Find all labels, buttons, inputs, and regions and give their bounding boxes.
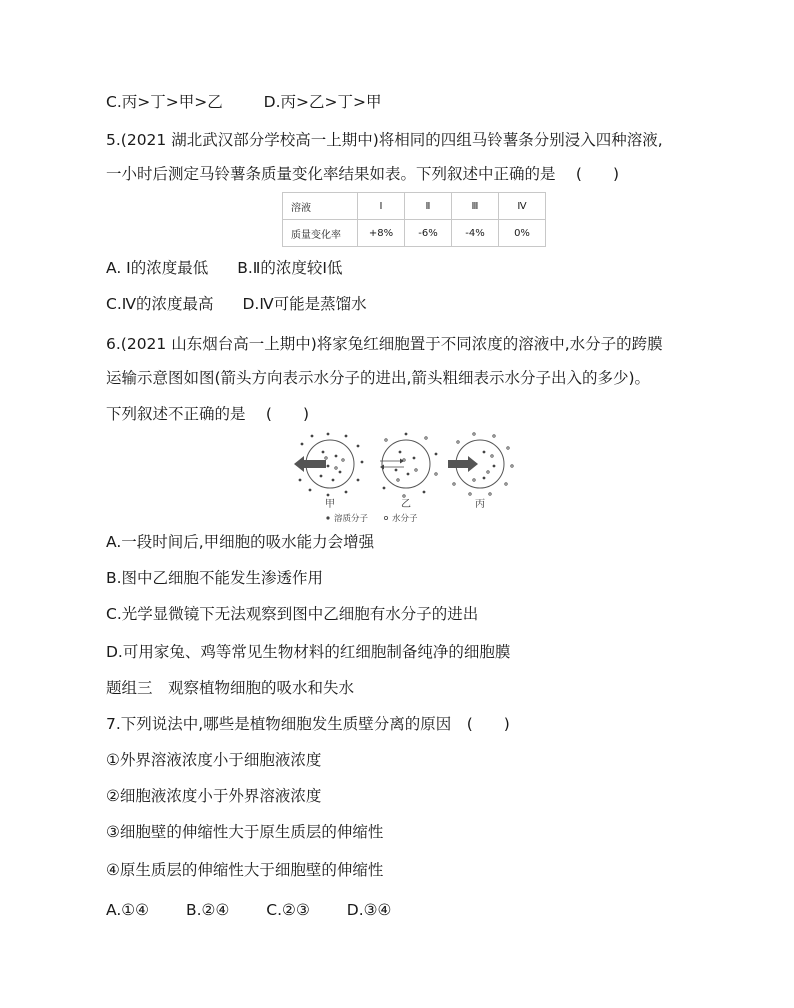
q7-item-4: ④原生质层的伸缩性大于细胞壁的伸缩性 <box>106 861 384 879</box>
table-cell: -6% <box>405 220 452 247</box>
table-cell: 质量变化率 <box>283 220 358 247</box>
q6-stem-line2: 运输示意图如图(箭头方向表示水分子的进出,箭头粗细表示水分子出入的多少)。 <box>106 369 651 387</box>
table-header-cell: Ⅱ <box>405 193 452 220</box>
q5-stem-line2: 一小时后测定马铃薯条质量变化率结果如表。下列叙述中正确的是 ( ) <box>106 165 620 183</box>
q5-options-row1 <box>106 258 342 278</box>
q7-item-1: ①外界溶液浓度小于细胞液浓度 <box>106 751 322 769</box>
q7-option-c: C.②③ <box>266 901 310 919</box>
q5-option-c: C.Ⅳ的浓度最高 <box>106 295 214 313</box>
table-header-cell: Ⅰ <box>358 193 405 220</box>
q6-stem-line1: 6.(2021 山东烟台高一上期中)将家兔红细胞置于不同浓度的溶液中,水分子的跨膜 <box>106 335 663 353</box>
osmosis-cell-diagram <box>288 430 518 526</box>
table-row <box>283 220 546 247</box>
q5-options-row2 <box>106 294 367 314</box>
q4-options-row <box>106 92 381 112</box>
table-cell: +8% <box>358 220 405 247</box>
q5-option-b: B.Ⅱ的浓度较Ⅰ低 <box>237 259 343 277</box>
cell-yi <box>380 433 437 498</box>
large-arrow-out-icon <box>294 456 326 472</box>
solute-legend-icon <box>326 516 329 519</box>
table-header-cell: Ⅳ <box>499 193 546 220</box>
q7-option-b: B.②④ <box>186 901 230 919</box>
q4-option-d: D.丙>乙>丁>甲 <box>263 93 382 111</box>
q5-option-a: A. Ⅰ的浓度最低 <box>106 259 209 277</box>
q6-option-d: D.可用家兔、鸡等常见生物材料的红细胞制备纯净的细胞膜 <box>106 643 511 661</box>
q7-item-3: ③细胞壁的伸缩性大于原生质层的伸缩性 <box>106 823 384 841</box>
legend-water: 水分子 <box>392 514 418 524</box>
q5-data-table <box>282 192 546 247</box>
q7-stem: 7.下列说法中,哪些是植物细胞发生质壁分离的原因 ( ) <box>106 715 510 733</box>
q4-option-c: C.丙>丁>甲>乙 <box>106 93 223 111</box>
q6-option-b: B.图中乙细胞不能发生渗透作用 <box>106 569 324 587</box>
label-jia: 甲 <box>325 499 335 510</box>
q7-options-row <box>106 900 391 920</box>
q7-option-a: A.①④ <box>106 901 150 919</box>
q5-option-d: D.Ⅳ可能是蒸馏水 <box>242 295 367 313</box>
q6-option-a: A.一段时间后,甲细胞的吸水能力会增强 <box>106 533 375 551</box>
table-cell: -4% <box>452 220 499 247</box>
cell-bing <box>448 433 513 495</box>
table-row <box>283 193 546 220</box>
group3-title: 题组三 观察植物细胞的吸水和失水 <box>106 679 355 697</box>
water-legend-icon <box>384 516 387 519</box>
legend-solute: 溶质分子 <box>334 514 369 524</box>
q6-stem-line3: 下列叙述不正确的是 ( ) <box>106 405 310 423</box>
q6-option-c: C.光学显微镜下无法观察到图中乙细胞有水分子的进出 <box>106 605 479 623</box>
q5-stem-line1: 5.(2021 湖北武汉部分学校高一上期中)将相同的四组马铃薯条分别浸入四种溶液, <box>106 131 663 149</box>
q7-option-d: D.③④ <box>346 901 392 919</box>
label-bing: 丙 <box>475 499 485 510</box>
label-yi: 乙 <box>401 499 411 510</box>
table-header-cell: 溶液 <box>283 193 358 220</box>
cell-jia <box>294 433 363 497</box>
large-arrow-in-icon <box>448 456 478 472</box>
q7-item-2: ②细胞液浓度小于外界溶液浓度 <box>106 787 322 805</box>
table-cell: 0% <box>499 220 546 247</box>
table-header-cell: Ⅲ <box>452 193 499 220</box>
